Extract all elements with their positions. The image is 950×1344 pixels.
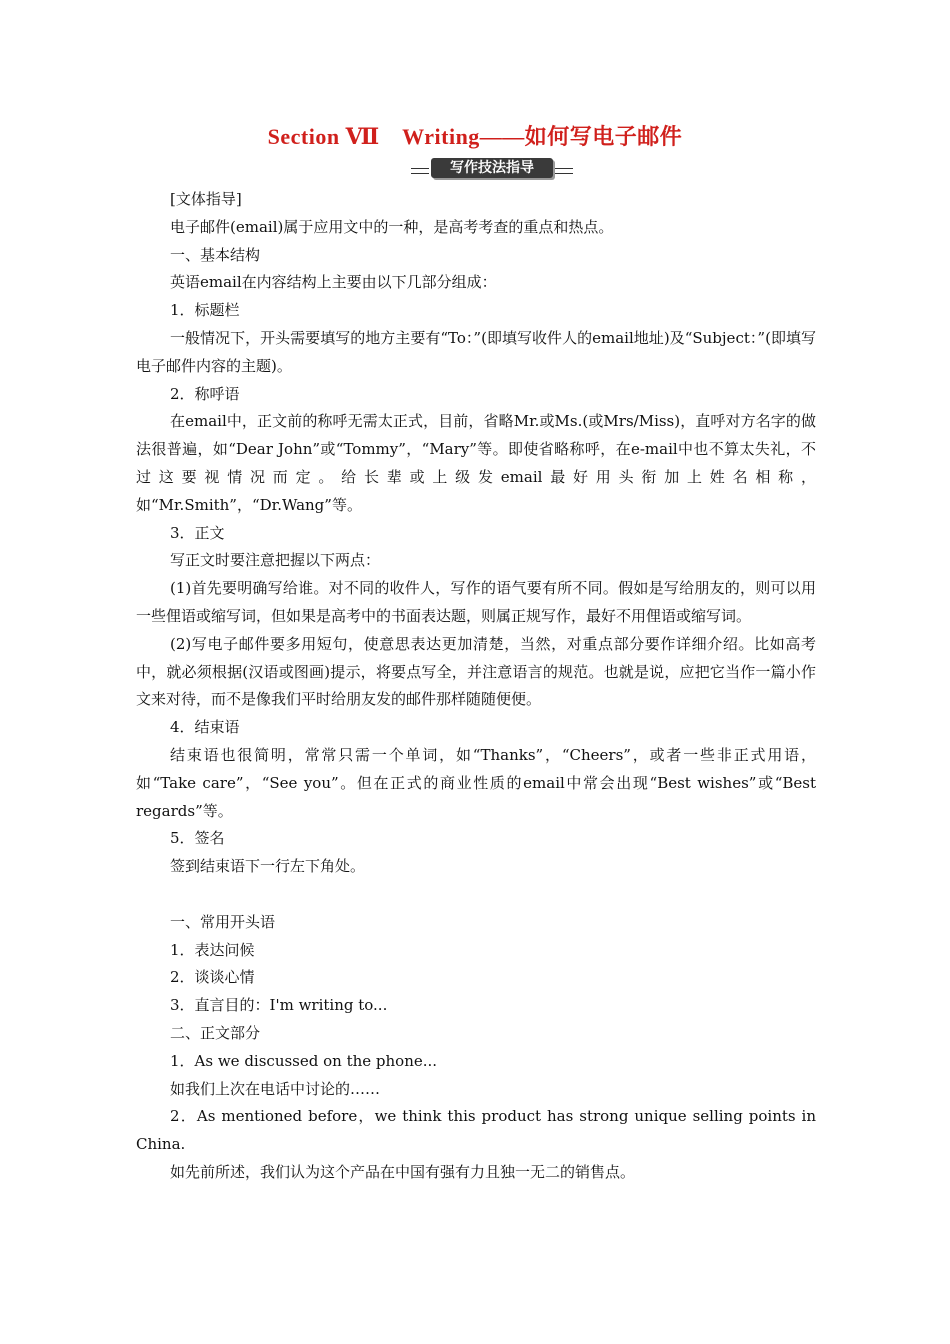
paragraph: 1．表达问候 [170,940,255,959]
section-banner [411,158,573,180]
paragraph: 二、正文部分 [170,1023,261,1042]
paragraph: 一般情况下，开头需要填写的地方主要有“To：”(即填写收件人的email地址)及“Subject：”(即填写电子邮件内容的主题)。 [136,328,816,375]
paragraph: 2．称呼语 [170,384,240,403]
document-body [136,186,816,1187]
paragraph: (1)首先要明确写给谁。对不同的收件人，写作的语气要有所不同。假如是写给朋友的，则可以用一些俚语或缩写词，但如果是高考中的书面表达题，则属正规写作，最好不用俚语或缩写词。 [136,579,816,625]
paragraph: 一、常用开头语 [170,912,276,931]
paragraph: 在email中，正文前的称呼无需太正式，目前，省略Mr.或Ms.(或Mrs/Miss)，直呼对方名字的做法很普遍，如“Dear John”或“Tommy”，“Mary”等。即使省略称呼，在e-mail中也不算太失礼，不过这要视情况而定。给长辈或上级发email最好用头衔加上姓名相称，如“Mr.Smith”，“Dr.Wang”等。 [136,412,816,514]
paragraph: 如先前所述，我们认为这个产品在中国有强有力且独一无二的销售点。 [170,1162,636,1181]
paragraph: 2．As mentioned before，we think this product has strong unique selling points in China. [136,1107,816,1154]
paragraph: 5．签名 [170,829,225,848]
paragraph: 3．正文 [170,523,225,542]
blank-line [136,881,816,909]
paragraph: 4．结束语 [170,718,240,737]
banner-right-rule [555,168,573,174]
banner-label: 写作技法指导 [431,158,553,178]
paragraph: 签到结束语下一行左下角处。 [170,857,366,876]
paragraph: 结束语也很简明，常常只需一个单词，如“Thanks”，“Cheers”，或者一些非正式用语，如“Take care”，“See you”。但在正式的商业性质的email中常会出现“Best wishes”或“Best regards”等。 [136,745,816,820]
paragraph: 如我们上次在电话中讨论的…… [170,1079,381,1098]
paragraph: 电子邮件(email)属于应用文中的一种，是高考考查的重点和热点。 [170,217,614,236]
paragraph: 写正文时要注意把握以下两点： [170,551,381,570]
paragraph: 1．标题栏 [170,301,240,320]
paragraph: 1．As we discussed on the phone... [170,1051,438,1070]
paragraph: [文体指导] [170,190,242,208]
paragraph: 2．谈谈心情 [170,968,255,987]
paragraph: 英语email在内容结构上主要由以下几部分组成： [170,273,497,292]
paragraph: 一、基本结构 [170,245,261,264]
paragraph: (2)写电子邮件要多用短句，使意思表达更加清楚，当然，对重点部分要作详细介绍。比如高考中，就必须根据(汉语或图画)提示，将要点写全，并注意语言的规范。也就是说，应把它当作一篇小作文来对待，而不是像我们平时给朋友发的邮件那样随随便便。 [136,634,816,709]
paragraph: 3．直言目的：I'm writing to... [170,996,388,1015]
page-title: Section Ⅶ Writing——如何写电子邮件 [267,124,683,149]
banner-left-rule [411,168,429,174]
